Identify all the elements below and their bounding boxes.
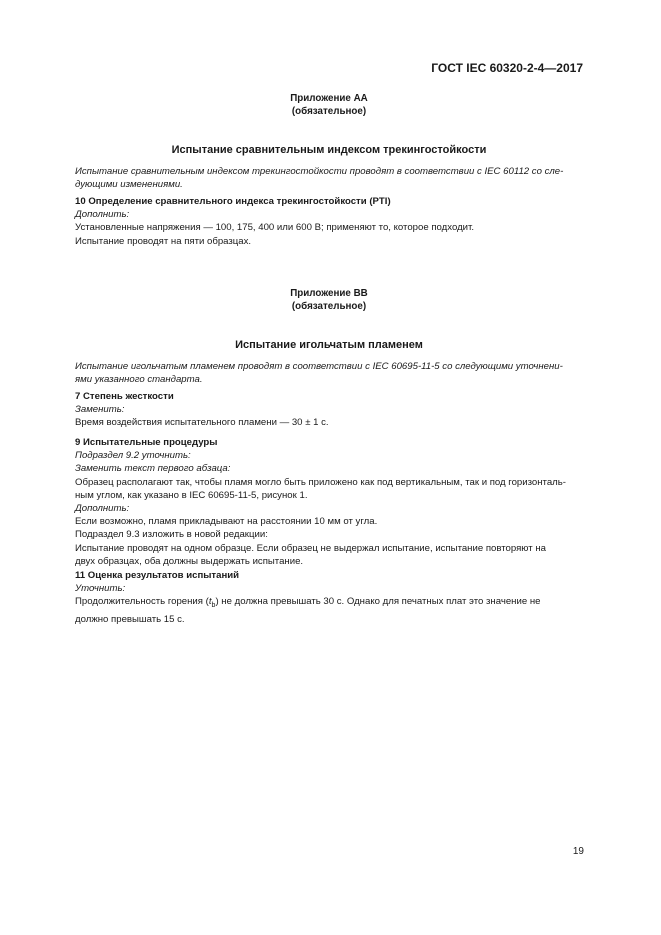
clause-10-text2: Испытание проводят на пяти образцах. — [75, 235, 252, 247]
annex-bb-status: (обязательное) — [291, 300, 367, 312]
clause-11-text-part1: Продолжительность горения ( — [75, 596, 209, 608]
annex-aa-intro — [75, 165, 583, 191]
clause-11-instruction: Уточнить: — [75, 583, 126, 595]
annex-aa-section-title: Испытание сравнительным индексом трекингостойкости — [171, 144, 487, 156]
clause-11-title: 11 Оценка результатов испытаний — [75, 570, 240, 581]
clause-11-symbol: t — [208, 596, 212, 608]
clause-9-text4-line1: Испытание проводят на одном образце. Если образец не выдержал испытание, испытание повторяют на — [75, 542, 546, 554]
page-number: 19 — [572, 846, 584, 857]
clause-9-instruction1: Подраздел 9.2 уточнить: — [75, 450, 191, 462]
clause-11-text-line2: должно превышать 15 с. — [75, 613, 185, 625]
annex-aa-intro-line1: Испытание сравнительным индексом трекингостойкости проводят в соответствии с IEC 60112 со сле- — [75, 166, 564, 177]
clause-9-text4-line2: двух образцах, оба должны выдержать испытание. — [75, 555, 304, 567]
clause-11-text-line1 — [75, 595, 583, 612]
clause-10-text1: Установленные напряжения — 100, 175, 400 или 600 В; применяют то, которое подходит. — [75, 222, 475, 234]
annex-bb-intro-line2: ями указанного стандарта. — [75, 374, 203, 386]
annex-aa-status: (обязательное) — [291, 105, 367, 117]
clause-9-text2: Если возможно, пламя прикладывают на расстоянии 10 мм от угла. — [75, 516, 378, 528]
annex-bb-clause-7 — [75, 390, 583, 430]
standard-code: ГОСТ IEC 60320-2-4—2017 — [431, 61, 583, 75]
annex-aa-heading — [75, 93, 583, 118]
annex-bb-clause-11 — [75, 569, 583, 626]
clause-11-symbol-sub: b — [211, 602, 216, 610]
annex-bb-clause-9 — [75, 436, 583, 568]
clause-9-title: 9 Испытательные процедуры — [75, 437, 218, 448]
clause-9-text1-line1: Образец располагают так, чтобы пламя могло быть приложено как под вертикальным, так и под горизонталь- — [75, 476, 566, 488]
clause-7-text: Время воздействия испытательного пламени — 30 ± 1 с. — [75, 417, 329, 429]
clause-9-instruction2: Заменить текст первого абзаца: — [75, 463, 231, 475]
clause-9-instruction3: Дополнить: — [75, 503, 130, 515]
clause-9-text1-line2: ным углом, как указано в IEC 60695-11-5, рисунок 1. — [75, 489, 308, 501]
clause-10-instruction: Дополнить: — [75, 209, 130, 221]
clause-9-text3: Подраздел 9.3 изложить в новой редакции: — [75, 529, 268, 541]
annex-bb-heading — [75, 288, 583, 313]
clause-7-title: 7 Степень жесткости — [75, 391, 174, 402]
clause-11-text-part2: ) не должна превышать 30 с. Однако для печатных плат это значение не — [215, 596, 541, 608]
clause-10-title: 10 Определение сравнительного индекса трекингостойкости (PTI) — [75, 196, 391, 207]
clause-7-instruction: Заменить: — [75, 404, 125, 416]
annex-aa-intro-line2: дующими изменениями. — [75, 179, 183, 191]
annex-bb-section-title: Испытание игольчатым пламенем — [235, 339, 423, 351]
annex-aa-clause-10 — [75, 195, 583, 248]
annex-bb-intro — [75, 360, 583, 386]
annex-bb-intro-line1: Испытание игольчатым пламенем проводят в соответствии с IEC 60695-11-5 со следующими уточнени- — [75, 361, 563, 372]
annex-bb-title: Приложение ВВ — [290, 288, 368, 299]
annex-aa-title: Приложение АА — [290, 93, 368, 104]
